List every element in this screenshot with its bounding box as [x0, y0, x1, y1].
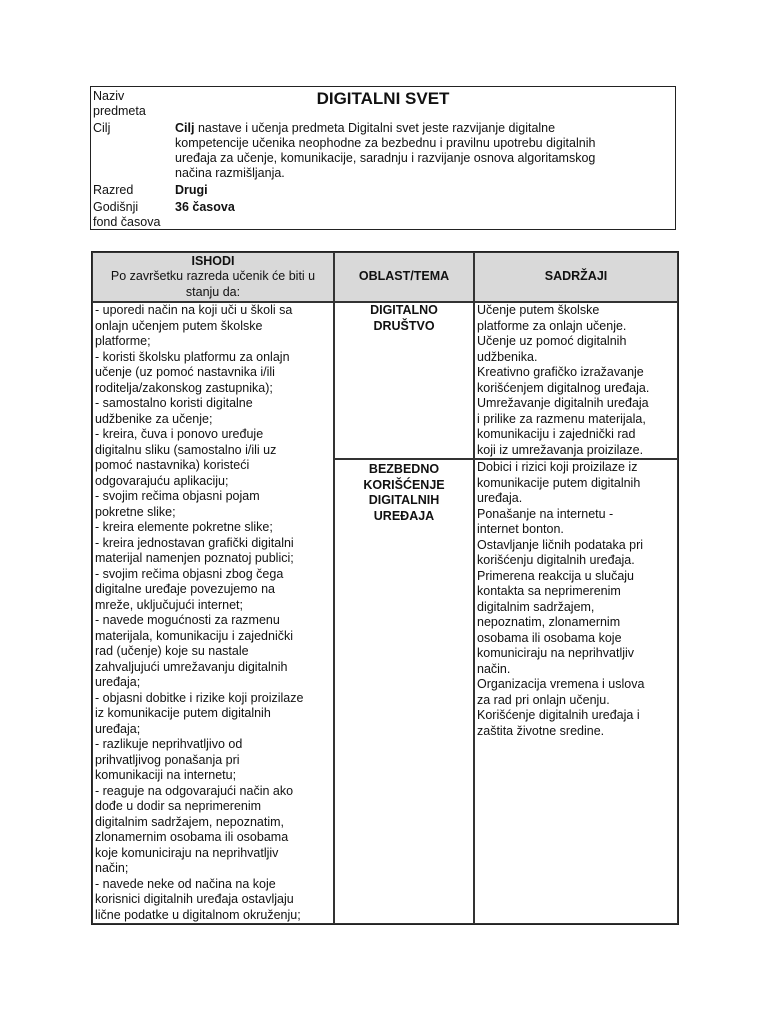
- content-line: digitalnim sadržajem,: [477, 599, 595, 614]
- content-line: Korišćenje digitalnih uređaja i: [477, 708, 640, 722]
- subject-title: DIGITALNI SVET: [316, 89, 450, 108]
- cilj-label: Cilj: [93, 121, 111, 135]
- content-line: kontakta sa neprimerenim: [477, 584, 621, 598]
- ishodi-title: ISHODI: [191, 253, 235, 268]
- area-title-line: DRUŠTVO: [373, 318, 435, 333]
- content-line: korišćenjem digitalnog uređaja.: [477, 380, 650, 395]
- content-line: osobama ili osobama koje: [477, 630, 622, 645]
- content-line: zaštita životne sredine.: [477, 723, 605, 738]
- content-line: Kreativno grafičko izražavanje: [477, 365, 644, 379]
- area-bezbedno-koriscenje: [334, 459, 474, 924]
- cilj-line-1: nastave i učenja predmeta Digitalni svet jeste razvijanje digitalne: [197, 121, 556, 135]
- content-line: nepoznatim, zlonamernim: [477, 615, 621, 629]
- content-line: i prilike za razmenu materijala,: [477, 411, 646, 426]
- area-title-line: BEZBEDNO: [368, 462, 440, 476]
- fond-label-line-1: Godišnji: [93, 200, 139, 214]
- ishodi-line: digitalnim sadržajem, nepoznatim,: [95, 814, 284, 829]
- ishodi-line: rad (učenje) koje su nastale: [95, 644, 249, 658]
- ishodi-line: zahvaljujući umrežavanju digitalnih: [95, 659, 288, 674]
- ishodi-line: - svojim rečima objasni pojam: [95, 489, 260, 503]
- content-line: korišćenju digitalnih uređaja.: [477, 553, 635, 567]
- content1-list: [477, 303, 675, 458]
- outcomes-table: [91, 251, 679, 925]
- ishodi-line: uređaja;: [95, 675, 141, 689]
- area-title-line: UREĐAJA: [373, 508, 435, 523]
- fond-label-line-2: fond časova: [93, 215, 161, 229]
- content-line: komunikaciju i zajednički rad: [477, 427, 636, 441]
- content-line: internet bonton.: [477, 522, 564, 536]
- ishodi-line: odgovarajuću aplikaciju;: [95, 473, 229, 488]
- ishodi-line: dođe u dodir sa neprimerenim: [95, 799, 262, 813]
- content-line: komunikacije putem digitalnih: [477, 475, 641, 490]
- cilj-line-4: načina razmišljanja.: [175, 166, 285, 180]
- ishodi-line: - kreira elemente pokretne slike;: [95, 520, 273, 534]
- ishodi-line: platforme;: [95, 334, 151, 348]
- ishodi-line: iz komunikacije putem digitalnih: [95, 706, 271, 720]
- cilj-line-2: kompetencije učenika neophodne za bezbednu i pravilnu upotrebu digitalnih: [175, 136, 596, 150]
- content-line: način.: [477, 661, 511, 676]
- ishodi-line: koje komuniciraju na neprihvatljiv: [95, 845, 279, 860]
- content-line: uređaja.: [477, 491, 523, 505]
- ishodi-line: - uporedi način na koji uči u školi sa: [95, 303, 293, 317]
- cilj-text: [175, 121, 655, 181]
- fond-casova-label: [93, 200, 163, 230]
- content-line: Primerena reakcija u slučaju: [477, 568, 635, 583]
- ishodi-cell: [92, 302, 334, 924]
- ishodi-line: - svojim rečima objasni zbog čega: [95, 566, 284, 581]
- naziv-predmeta-label: Naziv predmeta: [93, 89, 146, 118]
- ishodi-line: mreže, uključujući internet;: [95, 597, 243, 612]
- razred-value: Drugi: [175, 183, 208, 197]
- ishodi-line: lične podatke u digitalnom okruženju;: [95, 907, 301, 922]
- content-line: koji iz umrežavanja proizilaze.: [477, 442, 644, 457]
- ishodi-line: roditelja/zakonskog zastupnika);: [95, 380, 273, 395]
- ishodi-line: materijala, komunikaciju i zajednički: [95, 628, 293, 643]
- content-line: za rad pri onlajn učenju.: [477, 692, 610, 707]
- ishodi-line: - samostalno koristi digitalne: [95, 396, 253, 410]
- cilj-line-3: uređaja za učenje, komunikacije, saradnju i razvijanje osnova algoritamskog: [175, 151, 596, 165]
- sadrzaji-header: SADRŽAJI: [474, 252, 678, 302]
- ishodi-line: pomoć nastavnika) koristeći: [95, 458, 250, 472]
- ishodi-line: - navede neke od načina na koje: [95, 876, 276, 891]
- ishodi-subtitle: Po završetku razreda učenik će biti u stanju da:: [110, 269, 316, 299]
- ishodi-line: udžbenike za učenje;: [95, 411, 213, 426]
- cilj-bold-word: Cilj: [175, 121, 195, 135]
- area-title-line: DIGITALNO: [370, 303, 438, 317]
- razred-value-wrap: [175, 183, 655, 198]
- content-bezbedno-koriscenje: [474, 459, 678, 924]
- content-line: Učenje putem školske: [477, 303, 600, 317]
- content-line: Organizacija vremena i uslova: [477, 677, 645, 691]
- content-line: komuniciraju na neprihvatljiv: [477, 646, 635, 660]
- area1-text: [337, 303, 471, 334]
- razred-label: Razred: [93, 183, 134, 197]
- ishodi-line: način;: [95, 861, 129, 875]
- table-header-row: [92, 252, 678, 302]
- content-line: udžbenika.: [477, 349, 538, 364]
- ishodi-line: komunikaciji na internetu;: [95, 768, 237, 782]
- ishodi-line: zlonamernim osobama ili osobama: [95, 830, 289, 844]
- ishodi-line: - kreira jednostavan grafički digitalni: [95, 535, 294, 550]
- area2-text: [337, 462, 471, 524]
- content-line: Umrežavanje digitalnih uređaja: [477, 396, 649, 410]
- ishodi-line: prihvatljivog ponašanja pri: [95, 752, 240, 767]
- fond-casova-value: 36 časova: [175, 200, 235, 214]
- content-line: Učenje uz pomoć digitalnih: [477, 334, 627, 348]
- ishodi-line: digitalne uređaje povezujemo na: [95, 582, 275, 596]
- ishodi-line: uređaja;: [95, 721, 141, 736]
- content-line: Dobici i rizici koji proizilaze iz: [477, 460, 638, 474]
- ishodi-line: onlajn učenjem putem školske: [95, 318, 263, 333]
- ishodi-line: digitalnu sliku (samostalno i/ili uz: [95, 442, 277, 457]
- area-digitalno-drustvo: [334, 302, 474, 459]
- ishodi-list: [95, 303, 331, 923]
- ishodi-line: materijal namenjen poznatoj publici;: [95, 551, 294, 565]
- ishodi-line: - razlikuje neprihvatljivo od: [95, 737, 243, 751]
- ishodi-header: [92, 252, 334, 302]
- table-row: [92, 302, 678, 459]
- area-title-line: DIGITALNIH: [368, 493, 440, 507]
- ishodi-line: učenje (uz pomoć nastavnika i/ili: [95, 365, 275, 379]
- area-title-line: KORIŠĆENJE: [363, 477, 445, 492]
- content2-list: [477, 460, 675, 739]
- ishodi-line: - koristi školsku platformu za onlajn: [95, 349, 290, 364]
- content-digitalno-drustvo: [474, 302, 678, 459]
- ishodi-line: - kreira, čuva i ponovo uređuje: [95, 427, 264, 441]
- ishodi-line: - navede mogućnosti za razmenu: [95, 613, 280, 627]
- oblast-tema-header: OBLAST/TEMA: [334, 252, 474, 302]
- content-line: platforme za onlajn učenje.: [477, 318, 627, 333]
- ishodi-line: - reaguje na odgovarajući način ako: [95, 783, 294, 798]
- content-line: Ponašanje na internetu -: [477, 506, 614, 521]
- content-line: Ostavljanje ličnih podataka pri: [477, 537, 644, 552]
- fond-value-wrap: [175, 200, 655, 215]
- ishodi-line: korisnici digitalnih uređaja ostavljaju: [95, 892, 294, 906]
- ishodi-line: pokretne slike;: [95, 504, 176, 519]
- subject-header-box: [90, 86, 676, 230]
- ishodi-line: - objasni dobitke i rizike koji proizilaze: [95, 690, 304, 705]
